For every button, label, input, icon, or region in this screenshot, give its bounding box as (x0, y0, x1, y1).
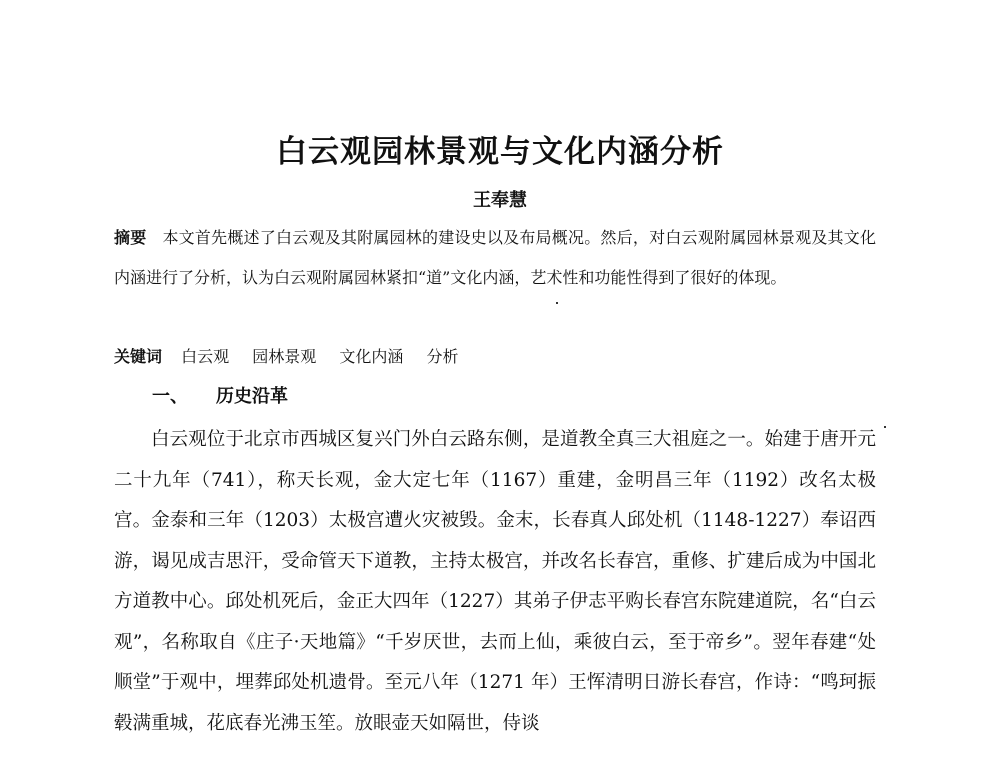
abstract-text: 本文首先概述了白云观及其附属园林的建设史以及布局概况。然后，对白云观附属园林景观及其文化内涵进行了分析，认为白云观附属园林紧扣“道”文化内涵，艺术性和功能性得到了很好的体现。 (114, 228, 876, 287)
body-paragraph: 白云观位于北京市西城区复兴门外白云路东侧，是道教全真三大祖庭之一。始建于唐开元二十九年（741），称天长观，金大定七年（1167）重建，金明昌三年（1192）改名太极宫。金泰和三年（1203）太极宫遭火灾被毁。金末，长春真人邱处机（1148-1227）奉诏西游，谒见成吉思汗，受命管天下道教，主持太极宫，并改名长春宫，重修、扩建后成为中国北方道教中心。邱处机死后，金正大四年（1227）其弟子伊志平购长春宫东院建道院，名“白云观”，名称取自《庄子·天地篇》“千岁厌世，去而上仙，乘彼白云，至于帝乡”。翌年春建“处顺堂”于观中，埋葬邱处机遗骨。至元八年（1271 年）王恽清明日游长春宫，作诗：“鸣珂振毂满重城，花底春光沸玉笙。放眼壶天如隔世，侍谈 (114, 429, 876, 734)
scan-speck (556, 302, 558, 304)
section-number: 一、 (152, 386, 188, 407)
scan-speck (884, 426, 886, 428)
abstract (114, 218, 876, 298)
body-text (114, 420, 876, 744)
section-title: 历史沿革 (216, 386, 288, 407)
keyword: 分析 (426, 347, 459, 366)
keyword: 文化内涵 (339, 347, 404, 366)
keywords-label: 关键词 (114, 347, 163, 366)
keyword: 白云观 (181, 347, 230, 366)
abstract-label: 摘要 (114, 228, 147, 247)
section-heading (152, 382, 288, 412)
author-name: 王奉慧 (473, 190, 527, 211)
keywords (114, 342, 476, 372)
keyword: 园林景观 (252, 347, 317, 366)
paper-title: 白云观园林景观与文化内涵分析 (276, 134, 724, 170)
